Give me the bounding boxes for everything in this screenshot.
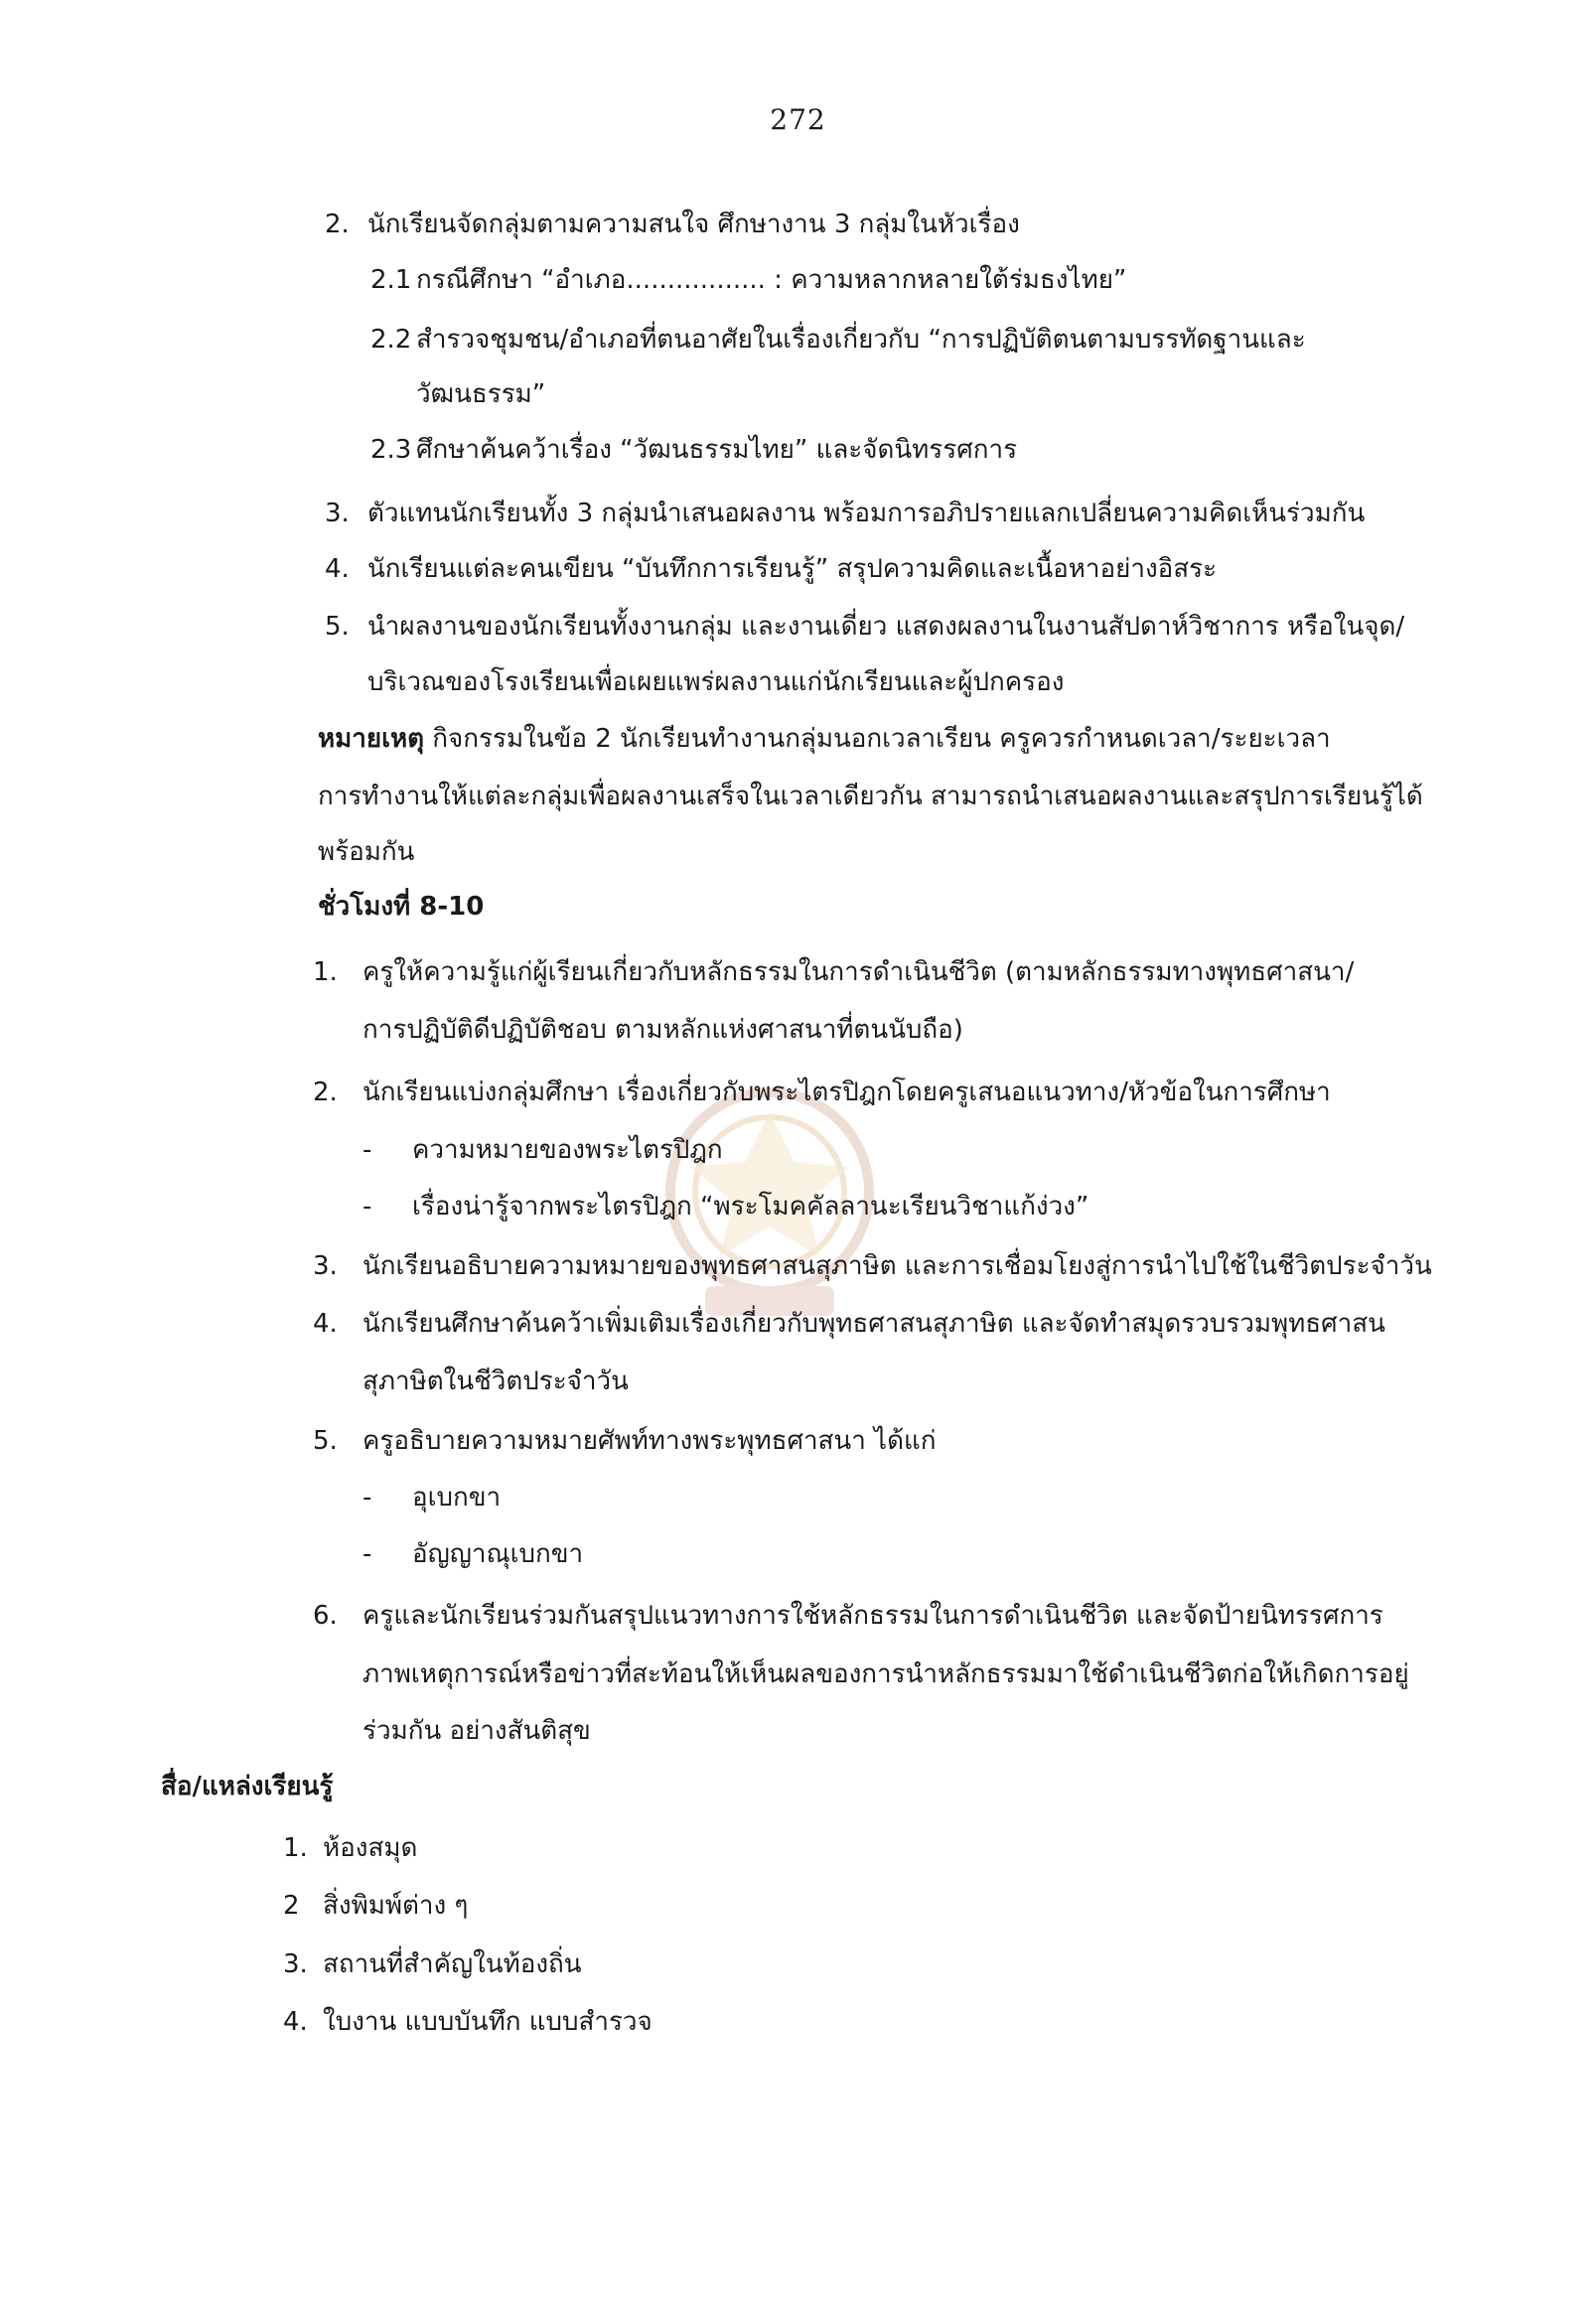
note-label: หมายเหตุ (318, 724, 425, 754)
bullet-item (363, 1541, 583, 1567)
list-item (325, 501, 1365, 526)
list-text: สำรวจชุมชน/อำเภอที่ตนอาศัยในเรื่องเกี่ยวกับ “การปฏิบัติตนตามบรรทัดฐานและ (416, 325, 1306, 355)
section-heading: ชั่วโมงที่ 8-10 (318, 892, 485, 922)
list-number: 5. (325, 612, 350, 642)
list-item (313, 1253, 1432, 1279)
list-number: 3. (313, 1251, 338, 1281)
bullet-dash: - (363, 1483, 372, 1512)
list-item (313, 959, 1354, 985)
list-number: 4. (325, 554, 350, 584)
bullet-dash: - (363, 1192, 372, 1222)
note-text: กิจกรรมในข้อ 2 นักเรียนทำงานกลุ่มนอกเวลาเรียน ครูควรกำหนดเวลา/ระยะเวลา (424, 724, 1331, 754)
list-number: 4. (313, 1309, 338, 1339)
list-text: ศึกษาค้นคว้าเรื่อง “วัฒนธรรมไทย” และจัดนิทรรศการ (416, 435, 1018, 465)
list-number: 1. (313, 957, 338, 987)
list-text: สถานที่สำคัญในท้องถิ่น (323, 1949, 582, 1979)
list-text: ห้องสมุด (323, 1833, 418, 1863)
bullet-text: เรื่องน่ารู้จากพระไตรปิฎก “พระโมคคัลลานะเรียนวิชาแก้ง่วง” (412, 1192, 1089, 1222)
text-line: ร่วมกัน อย่างสันติสุข (363, 1716, 591, 1746)
list-item (283, 2009, 653, 2035)
list-item (325, 556, 1217, 582)
list-text: ตัวแทนนักเรียนทั้ง 3 กลุ่มนำเสนอผลงาน พร้อมการอภิปรายแลกเปลี่ยนความคิดเห็นร่วมกัน (367, 499, 1366, 528)
list-text: นักเรียนศึกษาค้นคว้าเพิ่มเติมเรื่องเกี่ยวกับพุทธศาสนสุภาษิต และจัดทำสมุดรวบรวมพุทธศาสน (363, 1309, 1385, 1339)
list-text: นักเรียนอธิบายความหมายของพุทธศาสนสุภาษิต และการเชื่อมโยงสู่การนำไปใช้ในชีวิตประจำวัน (363, 1251, 1432, 1281)
list-number: 6. (313, 1601, 338, 1631)
bullet-item (363, 1194, 1088, 1220)
list-text: สิ่งพิมพ์ต่าง ๆ (323, 1891, 469, 1921)
bullet-dash: - (363, 1135, 372, 1165)
list-text: กรณีศึกษา “อำเภอ................. : ความหลากหลายใต้ร่มธงไทย” (416, 265, 1127, 295)
bullet-text: อัญญาณุเบกขา (412, 1539, 584, 1569)
list-text: ใบงาน แบบบันทึก แบบสำรวจ (323, 2007, 653, 2037)
bullet-item (363, 1137, 723, 1163)
section-heading: สื่อ/แหล่งเรียนรู้ (161, 1772, 334, 1801)
list-number: 2. (313, 1078, 338, 1107)
text-line: บริเวณของโรงเรียนเพื่อเผยแพร่ผลงานแก่นักเรียนและผู้ปกครอง (367, 667, 1065, 697)
list-number: 3. (283, 1949, 308, 1979)
list-item (313, 1311, 1385, 1337)
list-number: 5. (313, 1426, 338, 1456)
list-text: นักเรียนแต่ละคนเขียน “บันทึกการเรียนรู้” สรุปความคิดและเนื้อหาอย่างอิสระ (367, 554, 1218, 584)
text-line: พร้อมกัน (318, 837, 415, 867)
text-line: การปฏิบัติดีปฏิบัติชอบ ตามหลักแห่งศาสนาที่ตนนับถือ) (363, 1015, 963, 1045)
list-number: 3. (325, 499, 350, 528)
bullet-item (363, 1485, 501, 1511)
list-item (313, 1428, 937, 1454)
list-item (370, 327, 1306, 353)
list-item (325, 212, 1020, 237)
list-text: ครูให้ความรู้แก่ผู้เรียนเกี่ยวกับหลักธรรมในการดำเนินชีวิต (ตามหลักธรรมทางพุทธศาสนา/ (363, 957, 1355, 987)
list-item (313, 1603, 1383, 1629)
page-number: 272 (770, 103, 826, 136)
text-line: ภาพเหตุการณ์หรือข่าวที่สะท้อนให้เห็นผลของการนำหลักธรรมมาใช้ดำเนินชีวิตก่อให้เกิดการอยู่ (363, 1659, 1409, 1689)
list-text: ครูและนักเรียนร่วมกันสรุปแนวทางการใช้หลักธรรมในการดำเนินชีวิต และจัดป้ายนิทรรศการ (363, 1601, 1383, 1631)
list-number: 4. (283, 2007, 308, 2037)
list-text: นำผลงานของนักเรียนทั้งงานกลุ่ม และงานเดี่ยว แสดงผลงานในงานสัปดาห์วิชาการ หรือในจุด/ (367, 612, 1405, 642)
list-number: 2.2 (370, 325, 412, 355)
bullet-text: ความหมายของพระไตรปิฎก (412, 1135, 723, 1165)
list-number: 2 (283, 1891, 300, 1921)
bullet-dash: - (363, 1539, 372, 1569)
list-text: นักเรียนจัดกลุ่มตามความสนใจ ศึกษางาน 3 กลุ่มในหัวเรื่อง (367, 210, 1020, 239)
list-item (283, 1951, 582, 1977)
list-item (283, 1893, 468, 1919)
text-line: สุภาษิตในชีวิตประจำวัน (363, 1367, 629, 1396)
bullet-text: อุเบกขา (412, 1483, 502, 1512)
text-line: การทำงานให้แต่ละกลุ่มเพื่อผลงานเสร็จในเวลาเดียวกัน สามารถนำเสนอผลงานและสรุปการเรียนรู้ได้ (318, 782, 1423, 811)
list-number: 2.1 (370, 265, 412, 295)
list-number: 1. (283, 1833, 308, 1863)
list-item (370, 437, 1017, 463)
list-item (283, 1835, 417, 1861)
text-line: วัฒนธรรม” (416, 379, 546, 409)
list-item (370, 267, 1126, 293)
list-text: ครูอธิบายความหมายศัพท์ทางพระพุทธศาสนา ได้แก่ (363, 1426, 937, 1456)
note-line (318, 726, 1331, 752)
list-number: 2.3 (370, 435, 412, 465)
list-number: 2. (325, 210, 350, 239)
list-item (313, 1080, 1331, 1105)
list-text: นักเรียนแบ่งกลุ่มศึกษา เรื่องเกี่ยวกับพระไตรปิฎกโดยครูเสนอแนวทาง/หัวข้อในการศึกษา (363, 1078, 1331, 1107)
list-item (325, 614, 1404, 640)
